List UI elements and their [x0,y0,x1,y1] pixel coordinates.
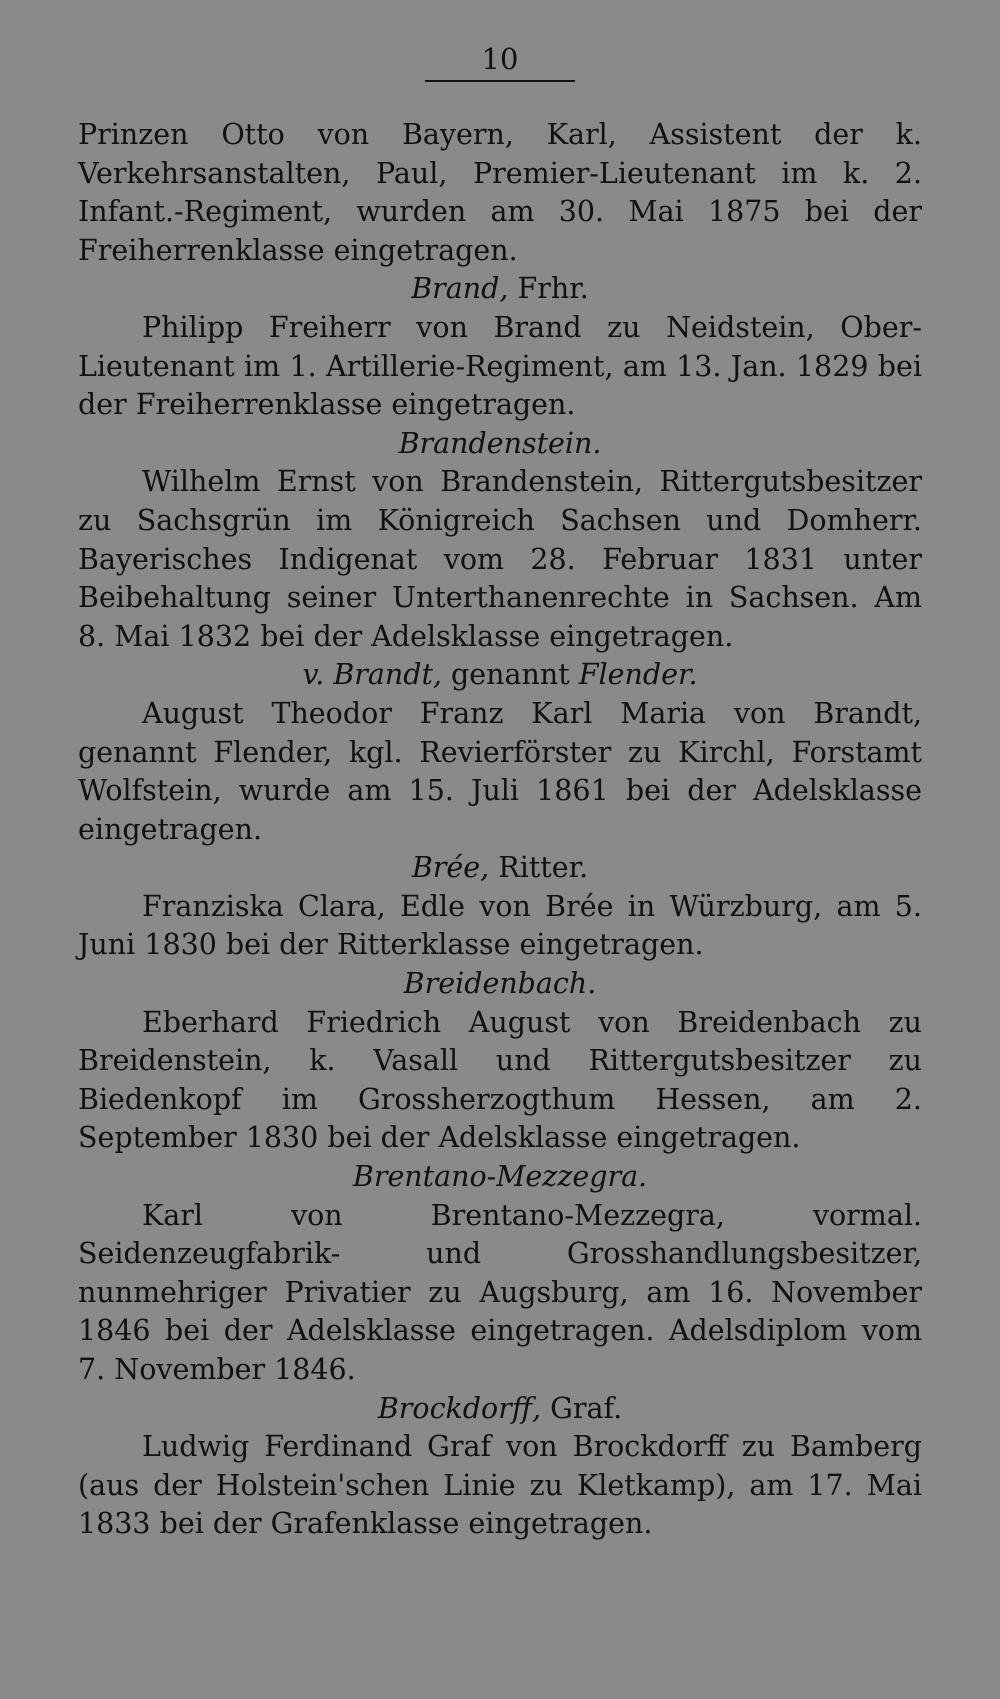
entry-title: Ritter. [489,851,589,885]
entry-heading [78,965,922,1004]
entry-title: genannt [441,658,579,692]
entry-alias: Flender. [578,658,698,692]
entry-name: Brandt, [333,658,442,692]
paragraph: Wilhelm Ernst von Brandenstein, Rittergutsbesitzer zu Sachsgrün im Königreich Sachsen und Domherr. Bayerisches Indigenat vom 28. Februar 1831 unter Beibehaltung seiner Unterthanenrechte in Sachsen. Am 8. Mai 1832 bei der Adelsklasse eingetragen. [78,465,922,653]
entry-name: Brentano-Mezzegra. [352,1160,648,1194]
entry-heading [78,270,922,309]
page-number: 10 [425,40,575,82]
entry-heading [78,425,922,464]
entry-title: Frhr. [508,272,589,306]
paragraph: Karl von Brentano-Mezzegra, vormal. Seidenzeugfabrik- und Grosshandlungsbesitzer, nunmehriger Privatier zu Augsburg, am 16. November 1846 bei der Adelsklasse eingetragen. Adelsdiplom vom 7. November 1846. [78,1198,922,1386]
entry-name: Breidenbach. [403,967,597,1001]
entry-heading [78,656,922,695]
entry-prefix: v. [302,658,334,692]
entry-heading [78,1390,922,1429]
paragraph: Prinzen Otto von Bayern, Karl, Assistent der k. Verkehrsanstalten, Paul, Premier-Lieutenant im k. 2. Infant.-Regiment, wurden am 30. Mai 1875 bei der Freiherrenklasse eingetragen. [78,118,922,267]
entry-heading [78,849,922,888]
entry-name: Brockdorff, [377,1391,542,1425]
document-body [78,116,922,1544]
entry-title: Graf. [541,1391,623,1425]
paragraph: Philipp Freiherr von Brand zu Neidstein, Ober-Lieutenant im 1. Artillerie-Regiment, am 13. Jan. 1829 bei der Freiherrenklasse eingetragen. [78,310,922,422]
entry-heading [78,1158,922,1197]
paragraph: Eberhard Friedrich August von Breidenbach zu Breidenstein, k. Vasall und Rittergutsbesitzer zu Biedenkopf im Grossherzogthum Hessen, am 2. September 1830 bei der Adelsklasse eingetragen. [78,1005,922,1155]
entry-name: Brée, [411,851,490,885]
entry-name: Brandenstein. [398,426,602,460]
paragraph: Ludwig Ferdinand Graf von Brockdorff zu Bamberg (aus der Holstein'schen Linie zu Kletkamp), am 17. Mai 1833 bei der Grafenklasse eingetragen. [78,1430,922,1541]
paragraph: Franziska Clara, Edle von Brée in Würzburg, am 5. Juni 1830 bei der Ritterklasse eingetragen. [78,889,922,962]
paragraph: August Theodor Franz Karl Maria von Brandt, genannt Flender, kgl. Revierförster zu Kirchl, Forstamt Wolfstein, wurde am 15. Juli 1861 bei der Adelsklasse eingetragen. [78,696,922,846]
entry-name: Brand, [411,272,509,306]
